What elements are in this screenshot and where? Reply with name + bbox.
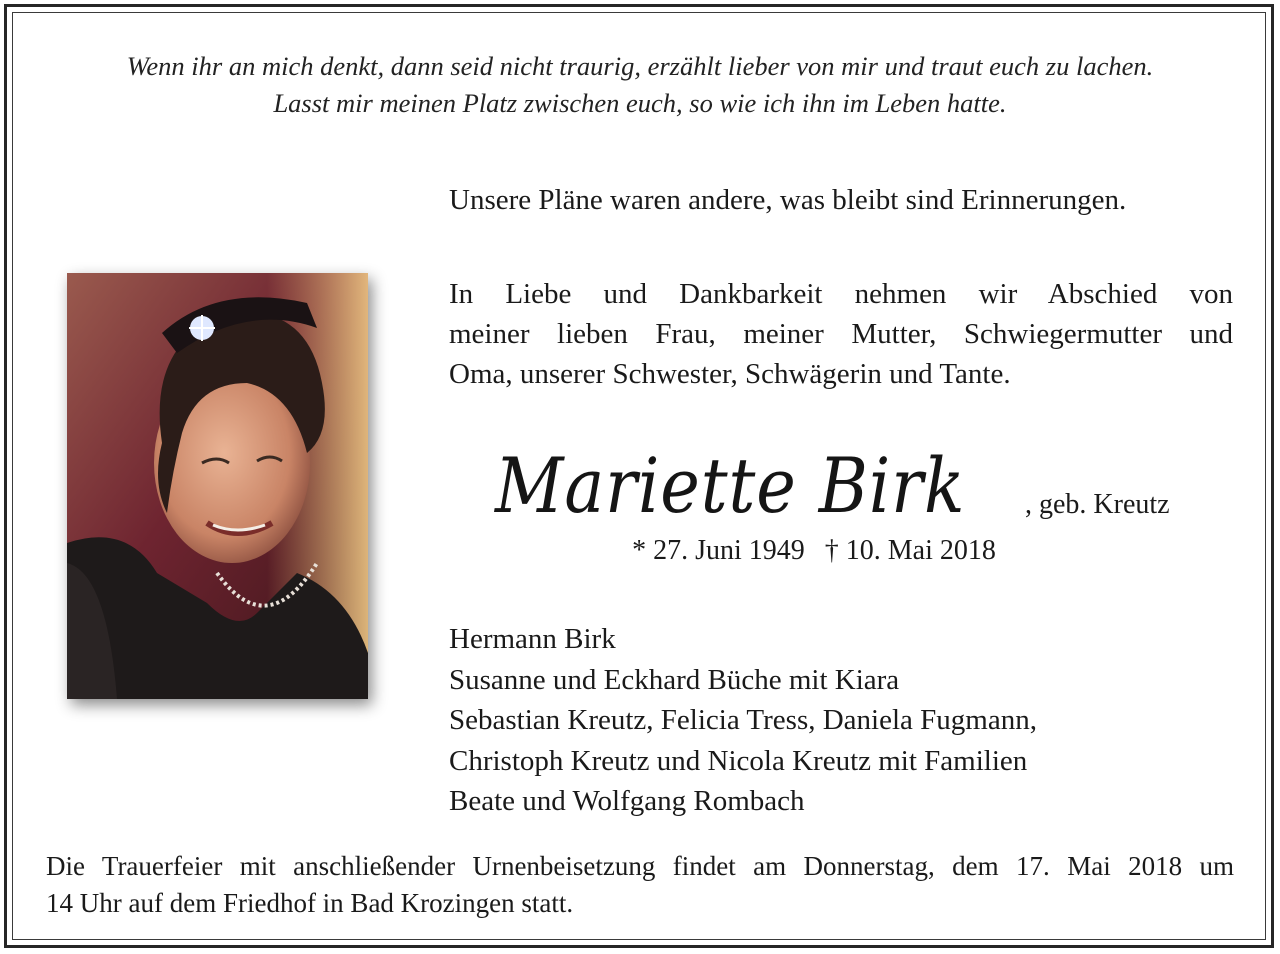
family-member: Christoph Kreutz und Nicola Kreutz mit Familien (449, 744, 1028, 777)
motto-line-1: Wenn ihr an mich denkt, dann seid nicht traurig, erzählt lieber von mir und traut euch zu lachen. (126, 51, 1154, 81)
family-member: Sebastian Kreutz, Felicia Tress, Daniela Fugmann, (449, 704, 1037, 736)
deceased-name-line (495, 440, 1215, 532)
ceremony-line-1: Die Trauerfeier mit anschließender Urnenbeisetzung findet am Donnerstag, dem 17. Mai 2018 um (46, 851, 1234, 881)
family-member: Susanne und Eckhard Büche mit Kiara (449, 663, 900, 696)
life-dates (449, 532, 1239, 570)
motto-line-2: Lasst mir meinen Platz zwischen euch, so wie ich ihn im Leben hatte. (273, 88, 1007, 118)
family-member: Beate und Wolfgang Rombach (449, 785, 805, 817)
family-list (449, 619, 1239, 822)
motto-quote (20, 48, 1260, 122)
farewell-line-2: meiner lieben Frau, meiner Mutter, Schwiegermutter und (449, 318, 1233, 350)
deceased-name: Mariette Birk (495, 441, 966, 530)
farewell-line-1: In Liebe und Dankbarkeit nehmen wir Abschied von (449, 278, 1233, 310)
birth-date: * 27. Juni 1949 (632, 535, 805, 566)
portrait-illustration (67, 273, 368, 699)
farewell-paragraph (449, 274, 1233, 394)
family-member: Hermann Birk (449, 623, 616, 655)
maiden-name: , geb. Kreutz (1025, 489, 1170, 520)
farewell-line-3: Oma, unserer Schwester, Schwägerin und Tante. (449, 358, 1011, 390)
ceremony-notice (46, 848, 1234, 922)
intro-sentence: Unsere Pläne waren andere, was bleibt sind Erinnerungen. (449, 184, 1127, 216)
death-date: † 10. Mai 2018 (824, 535, 996, 566)
portrait-photo (67, 273, 368, 699)
ceremony-line-2: 14 Uhr auf dem Friedhof in Bad Krozingen statt. (46, 888, 574, 918)
